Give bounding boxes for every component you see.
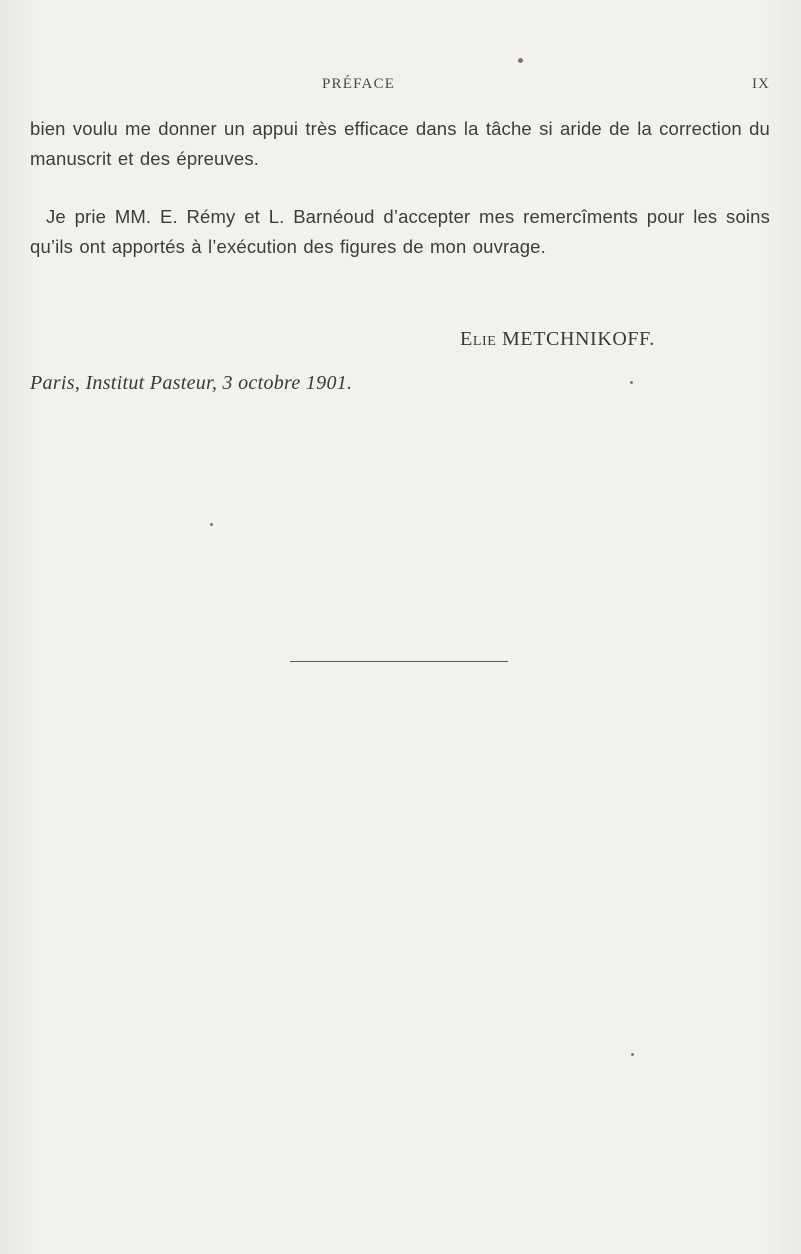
dateline: Paris, Institut Pasteur, 3 octobre 1901. — [30, 372, 353, 394]
running-title: PRÉFACE — [322, 76, 396, 92]
signature-firstname-rest: LIE — [472, 334, 497, 349]
paper-speck — [630, 381, 633, 384]
paragraph-acknowledgement: Je prie MM. E. Rémy et L. Barnéoud d’accepter mes remercîments pour les soins qu’ils ont apportés à l’exécution des figures de mon ouvrage. — [30, 206, 770, 257]
paragraph-continuation: bien voulu me donner un appui très efficace dans la tâche si aride de la correction du manuscrit et des épreuves. — [30, 118, 770, 169]
paper-speck — [210, 523, 213, 526]
author-signature — [460, 328, 655, 351]
signature-surname: METCHNIKOFF. — [502, 328, 655, 350]
paper-speck — [631, 1053, 634, 1056]
signature-initial: E — [460, 328, 473, 350]
end-rule — [290, 661, 508, 662]
running-head — [0, 76, 801, 98]
page-number: IX — [752, 76, 770, 92]
paper-speck — [518, 58, 523, 63]
